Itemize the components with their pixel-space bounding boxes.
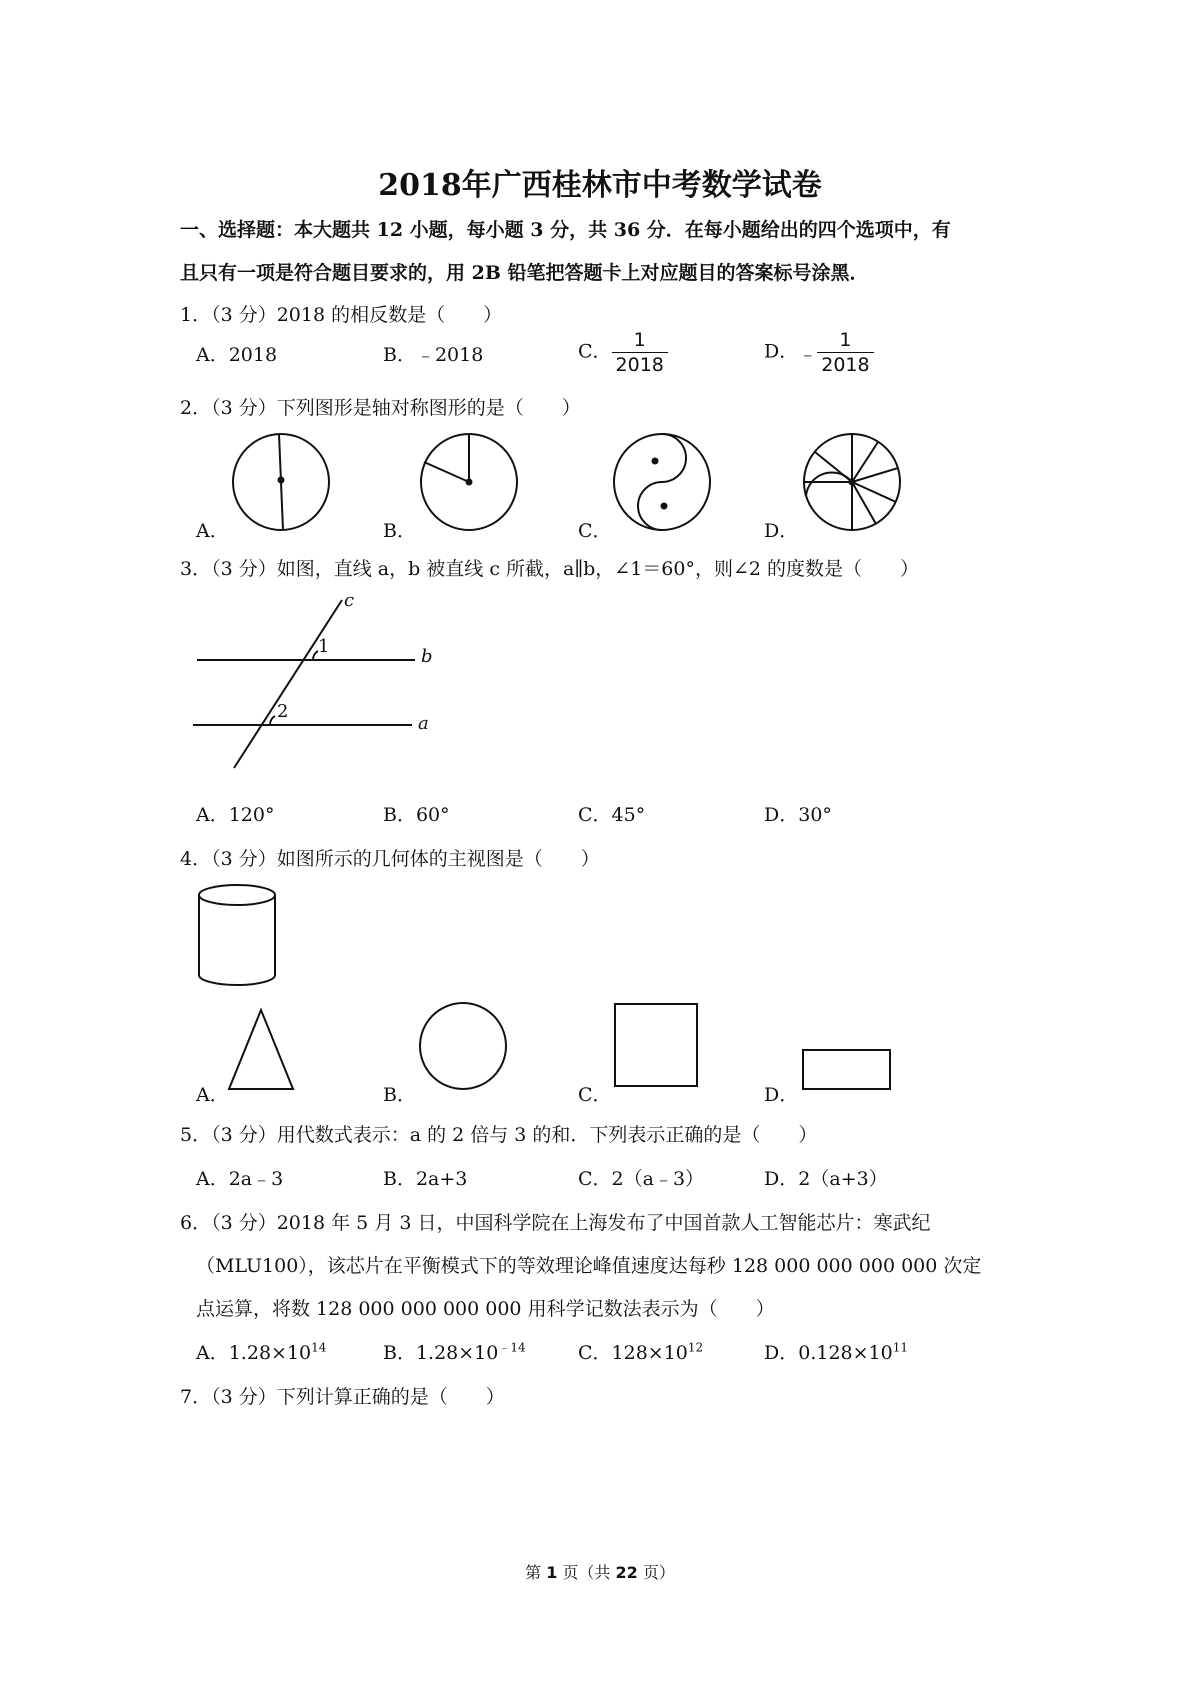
q1-option-d-prefix: D． <box>764 340 799 363</box>
q2-label-c: C． <box>578 520 612 542</box>
label-c: c <box>344 590 355 611</box>
q4-option-d-rectangle <box>803 1050 890 1089</box>
question-4-stem: 4．（3 分）如图所示的几何体的主视图是（ ） <box>180 848 600 870</box>
q1-d-denominator: 2018 <box>817 352 873 377</box>
q3-option-a: A．120° <box>196 804 275 826</box>
q6-option-d <box>764 1338 908 1365</box>
footer-page-number: 1 <box>546 1563 558 1582</box>
q6-c-exponent: 12 <box>687 1340 704 1355</box>
q3-option-c: C．45° <box>578 804 646 826</box>
footer-mid: 页（共 <box>557 1563 616 1582</box>
question-6-line2: （MLU100），该芯片在平衡模式下的等效理论峰值速度达每秒 128 000 000 000 000 次定 <box>196 1255 982 1277</box>
q1-option-a: A．2018 <box>196 344 278 366</box>
question-1-stem: 1．（3 分）2018 的相反数是（ ） <box>180 304 503 326</box>
q3-option-b: B．60° <box>383 804 450 826</box>
q6-d-exponent: 11 <box>892 1340 909 1355</box>
section-instructions-line1: 一、选择题：本大题共 12 小题，每小题 3 分，共 36 分．在每小题给出的四个选项中，有 <box>180 219 951 241</box>
q3-option-d: D．30° <box>764 804 832 826</box>
q4-cylinder <box>199 885 275 985</box>
q5-option-c: C．2（a﹣3） <box>578 1168 705 1190</box>
label-angle-1: 1 <box>318 636 330 657</box>
q1-d-numerator: 1 <box>839 329 852 351</box>
question-5-stem: 5．（3 分）用代数式表示：a 的 2 倍与 3 的和．下列表示正确的是（ ） <box>180 1124 818 1146</box>
q4-label-a: A． <box>196 1084 229 1106</box>
footer-total-pages: 22 <box>615 1563 638 1582</box>
q6-option-a <box>196 1338 326 1365</box>
label-a: a <box>418 713 429 734</box>
q2-label-a: A． <box>196 520 229 542</box>
q1-c-denominator: 2018 <box>612 352 668 377</box>
question-7-stem: 7．（3 分）下列计算正确的是（ ） <box>180 1386 505 1408</box>
q6-option-b <box>383 1338 526 1365</box>
q1-option-c-prefix: C． <box>578 340 612 363</box>
q6-c-base: C．128×10 <box>578 1342 688 1364</box>
page-title: 2018年广西桂林市中考数学试卷 <box>378 168 822 203</box>
question-6-line1: 6．（3 分）2018 年 5 月 3 日，中国科学院在上海发布了中国首款人工智能芯片：寒武纪 <box>180 1212 931 1234</box>
footer-post: 页） <box>637 1563 675 1582</box>
q1-option-b: B．﹣2018 <box>383 344 484 366</box>
q5-option-a: A．2a﹣3 <box>196 1168 284 1190</box>
label-angle-2: 2 <box>277 701 289 722</box>
q6-b-exponent: ﹣14 <box>498 1340 526 1355</box>
q6-b-base: B．1.28×10 <box>383 1342 499 1364</box>
q1-c-numerator: 1 <box>633 329 646 351</box>
q6-a-exponent: 14 <box>311 1340 327 1355</box>
section-instructions-line2: 且只有一项是符合题目要求的，用 2B 铅笔把答题卡上对应题目的答案标号涂黑． <box>180 262 869 284</box>
q2-label-d: D． <box>764 520 799 542</box>
q4-label-d: D． <box>764 1084 799 1106</box>
q2-label-b: B． <box>383 520 416 542</box>
q4-label-c: C． <box>578 1084 612 1106</box>
q6-d-base: D．0.128×10 <box>764 1342 893 1364</box>
question-6-line3: 点运算，将数 128 000 000 000 000 用科学记数法表示为（ ） <box>196 1298 775 1320</box>
q4-option-b-circle <box>420 1003 506 1089</box>
q6-option-c <box>578 1338 703 1365</box>
q5-option-d: D．2（a+3） <box>764 1168 888 1190</box>
q5-option-b: B．2a+3 <box>383 1168 468 1190</box>
q4-label-b: B． <box>383 1084 416 1106</box>
footer-pre: 第 <box>525 1563 547 1582</box>
q4-option-c-square <box>615 1004 697 1086</box>
q1-d-sign: ﹣ <box>798 343 818 365</box>
page-footer <box>0 1560 1200 1583</box>
question-3-stem: 3．（3 分）如图，直线 a，b 被直线 c 所截，a∥b，∠1＝60°，则∠2 的度数是（ ） <box>180 558 920 580</box>
question-2-stem: 2．（3 分）下列图形是轴对称图形的是（ ） <box>180 397 581 419</box>
q6-a-base: A．1.28×10 <box>196 1342 312 1364</box>
q4-option-a-triangle <box>229 1010 293 1089</box>
label-b: b <box>421 646 433 667</box>
